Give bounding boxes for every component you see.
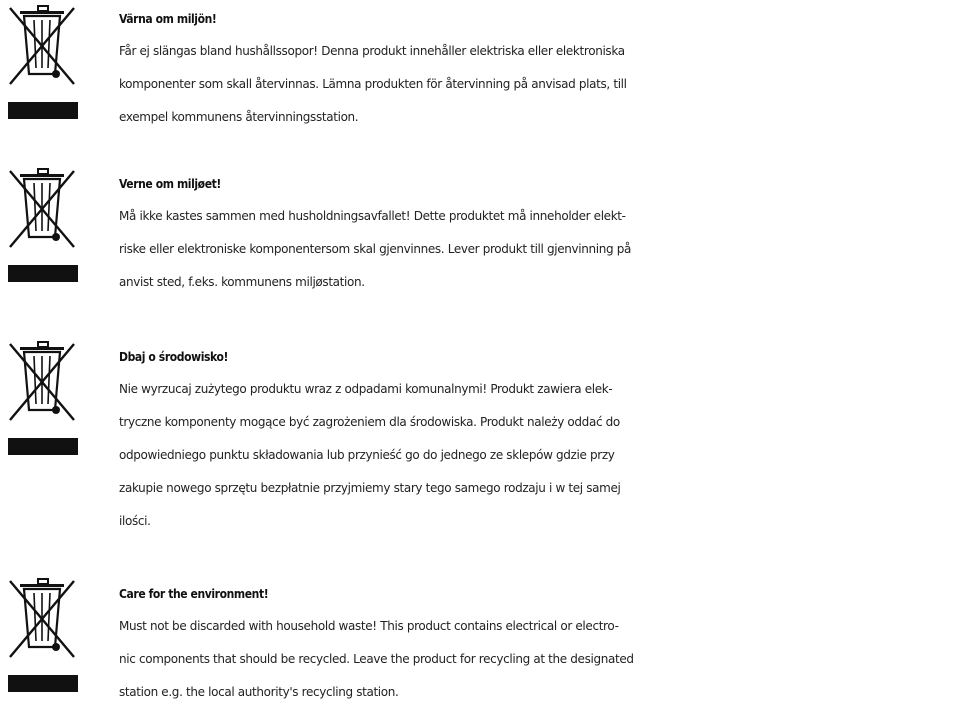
notice-line: nic components that should be recycled. Leave the product for recycling at the designated	[119, 652, 634, 666]
crossed-out-wheelie-bin-icon	[8, 577, 80, 697]
notice-line: Must not be discarded with household waste! This product contains electrical or electro-	[119, 619, 619, 633]
crossed-out-wheelie-bin-icon	[8, 340, 80, 460]
notice-text	[119, 172, 960, 299]
notice-line: odpowiedniego punktu składowania lub przynieść go do jednego ze sklepów gdzie przy	[119, 448, 615, 462]
notice-heading: Care for the environment!	[119, 587, 269, 601]
notice-line: ilości.	[119, 514, 151, 528]
notice-line: tryczne komponenty mogące być zagrożeniem dla środowiska. Produkt należy oddać do	[119, 415, 620, 429]
notice-line: Må ikke kastes sammen med husholdningsavfallet! Dette produktet må inneholder elekt-	[119, 209, 626, 223]
notice-line: station e.g. the local authority's recycling station.	[119, 685, 399, 699]
notice-line: zakupie nowego sprzętu bezpłatnie przyjmiemy stary tego samego rodzaju i w tej samej	[119, 481, 621, 495]
notice-line: anvist sted, f.eks. kommunens miljøstation.	[119, 275, 365, 289]
notice-heading: Verne om miljøet!	[119, 177, 221, 191]
notice-text	[119, 345, 960, 538]
crossed-out-wheelie-bin-icon	[8, 4, 80, 124]
notice-line: riske eller elektroniske komponentersom skal gjenvinnes. Lever produkt till gjenvinning på	[119, 242, 632, 256]
notice-heading: Värna om miljön!	[119, 12, 217, 26]
notice-line: Får ej slängas bland hushållssopor! Denna produkt innehåller elektriska eller elektroniska	[119, 44, 625, 58]
notice-text	[119, 7, 960, 134]
notice-heading: Dbaj o środowisko!	[119, 350, 229, 364]
notice-text	[119, 582, 960, 709]
crossed-out-wheelie-bin-icon	[8, 167, 80, 287]
notice-line: komponenter som skall återvinnas. Lämna produkten för återvinning på anvisad plats, till	[119, 77, 627, 91]
notice-line: exempel kommunens återvinningsstation.	[119, 110, 359, 124]
notice-line: Nie wyrzucaj zużytego produktu wraz z odpadami komunalnymi! Produkt zawiera elek-	[119, 382, 613, 396]
